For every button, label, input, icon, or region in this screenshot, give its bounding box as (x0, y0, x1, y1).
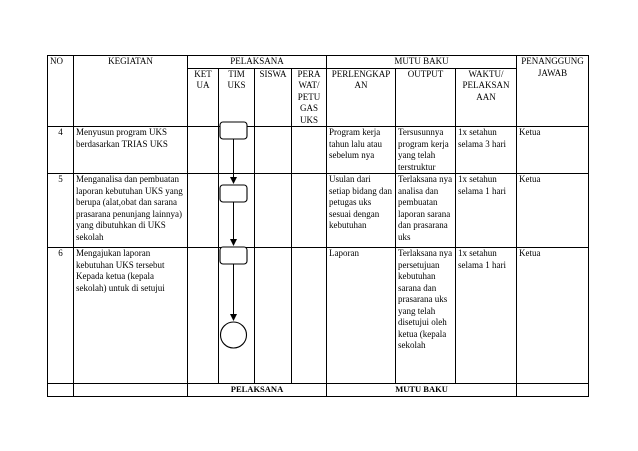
lane-perawat (292, 248, 327, 384)
header-perawat: PERA WAT/ PETU GAS UKS (292, 68, 327, 127)
lane-tim-uks (219, 127, 255, 174)
lane-perawat (292, 127, 327, 174)
row-penanggung-jawab: Ketua (517, 127, 589, 174)
footer-empty (48, 384, 74, 397)
row-waktu: 1x setahun selama 1 hari (456, 174, 517, 248)
lane-tim-uks (219, 248, 255, 384)
row-no: 6 (48, 248, 74, 384)
footer-empty (74, 384, 188, 397)
footer-mutu-baku: MUTU BAKU (327, 384, 517, 397)
lane-ketua (188, 127, 219, 174)
table-row (48, 174, 589, 248)
row-penanggung-jawab: Ketua (517, 174, 589, 248)
footer-empty (517, 384, 589, 397)
header-tim-uks: TIM UKS (219, 68, 255, 127)
header-kegiatan: KEGIATAN (74, 56, 188, 127)
row-kegiatan: Menganalisa dan pembuatan laporan kebutuhan UKS yang berupa (alat,obat dan sarana prasarana penunjang lainnya) yang dibutuhkan di UKS sekolah (74, 174, 188, 248)
header-no: NO (48, 56, 74, 127)
row-perlengkapan: Laporan (327, 248, 396, 384)
row-penanggung-jawab: Ketua (517, 248, 589, 384)
header-siswa: SISWA (255, 68, 292, 127)
lane-ketua (188, 174, 219, 248)
header-waktu: WAKTU/ PELAKSAN AAN (456, 68, 517, 127)
table-row (48, 127, 589, 174)
lane-siswa (255, 248, 292, 384)
row-output: Tersusunnya program kerja yang telah terstruktur (396, 127, 456, 174)
footer-pelaksana: PELAKSANA (188, 384, 327, 397)
lane-siswa (255, 127, 292, 174)
row-output: Terlaksana nya analisa dan pembuatan laporan sarana dan prasarana uks (396, 174, 456, 248)
row-perlengkapan: Program kerja tahun lalu atau sebelum nya (327, 127, 396, 174)
header-output: OUTPUT (396, 68, 456, 127)
header-penanggung-jawab: PENANGGUNG JAWAB (517, 56, 589, 127)
row-output: Terlaksana nya persetujuan kebutuhan sarana dan prasarana uks yang telah disetujui oleh ketua (kepala sekolah (396, 248, 456, 384)
row-waktu: 1x setahun selama 3 hari (456, 127, 517, 174)
row-kegiatan: Mengajukan laporan kebutuhan UKS tersebut Kepada ketua (kepala sekolah) untuk di setujui (74, 248, 188, 384)
header-mutu-baku: MUTU BAKU (327, 56, 517, 69)
row-perlengkapan: Usulan dari setiap bidang dan petugas uks sesuai dengan kebutuhan (327, 174, 396, 248)
row-no: 4 (48, 127, 74, 174)
sop-table (47, 55, 589, 397)
table-row (48, 248, 589, 384)
header-perlengkapan: PERLENGKAP AN (327, 68, 396, 127)
lane-siswa (255, 174, 292, 248)
lane-perawat (292, 174, 327, 248)
row-no: 5 (48, 174, 74, 248)
row-waktu: 1x setahun selama 1 hari (456, 248, 517, 384)
header-pelaksana: PELAKSANA (188, 56, 327, 69)
table-footer (48, 384, 589, 397)
lane-ketua (188, 248, 219, 384)
row-kegiatan: Menyusun program UKS berdasarkan TRIAS UKS (74, 127, 188, 174)
lane-tim-uks (219, 174, 255, 248)
header-ketua: KET UA (188, 68, 219, 127)
